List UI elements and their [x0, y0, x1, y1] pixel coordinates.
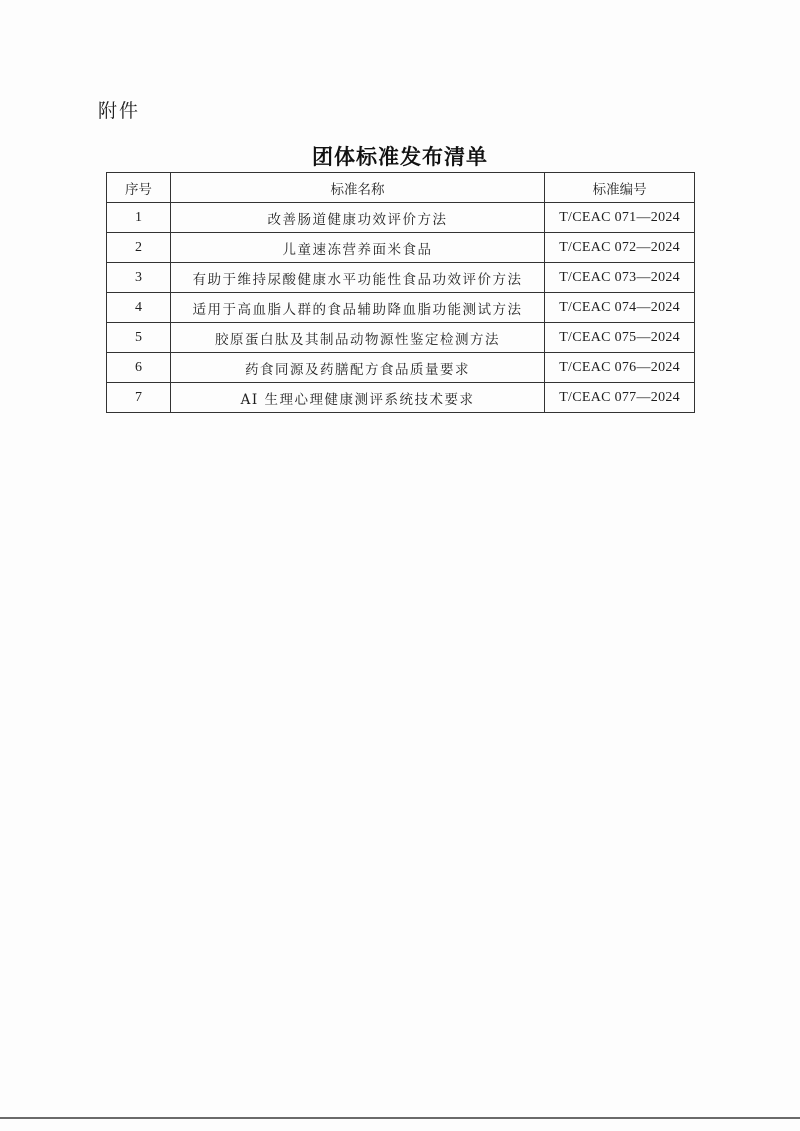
header-number: 序号 [107, 173, 171, 203]
row-standard-code: T/CEAC 072—2024 [545, 233, 695, 263]
row-standard-code: T/CEAC 073—2024 [545, 263, 695, 293]
table-row [107, 203, 695, 233]
row-standard-name: 改善肠道健康功效评价方法 [170, 203, 544, 233]
row-standard-name: AI 生理心理健康测评系统技术要求 [170, 383, 544, 413]
attachment-label: 附件 [98, 100, 141, 122]
row-number: 4 [107, 293, 171, 323]
table-row [107, 263, 695, 293]
row-number: 7 [107, 383, 171, 413]
standards-table [106, 172, 695, 413]
header-standard-code: 标准编号 [545, 173, 695, 203]
table-row [107, 233, 695, 263]
row-standard-name: 胶原蛋白肽及其制品动物源性鉴定检测方法 [170, 323, 544, 353]
row-number: 3 [107, 263, 171, 293]
row-standard-code: T/CEAC 071—2024 [545, 203, 695, 233]
row-standard-code: T/CEAC 074—2024 [545, 293, 695, 323]
table-header-row [107, 173, 695, 203]
table-row [107, 383, 695, 413]
row-number: 5 [107, 323, 171, 353]
header-standard-name: 标准名称 [170, 173, 544, 203]
row-standard-code: T/CEAC 075—2024 [545, 323, 695, 353]
table-row [107, 323, 695, 353]
row-standard-name: 有助于维持尿酸健康水平功能性食品功效评价方法 [170, 263, 544, 293]
table-row [107, 293, 695, 323]
row-standard-name: 适用于高血脂人群的食品辅助降血脂功能测试方法 [170, 293, 544, 323]
scan-edge-line [0, 1117, 800, 1119]
row-number: 2 [107, 233, 171, 263]
document-title: 团体标准发布清单 [312, 144, 488, 169]
row-number: 6 [107, 353, 171, 383]
row-standard-code: T/CEAC 077—2024 [545, 383, 695, 413]
row-standard-code: T/CEAC 076—2024 [545, 353, 695, 383]
row-standard-name: 药食同源及药膳配方食品质量要求 [170, 353, 544, 383]
row-number: 1 [107, 203, 171, 233]
row-standard-name: 儿童速冻营养面米食品 [170, 233, 544, 263]
table-row [107, 353, 695, 383]
